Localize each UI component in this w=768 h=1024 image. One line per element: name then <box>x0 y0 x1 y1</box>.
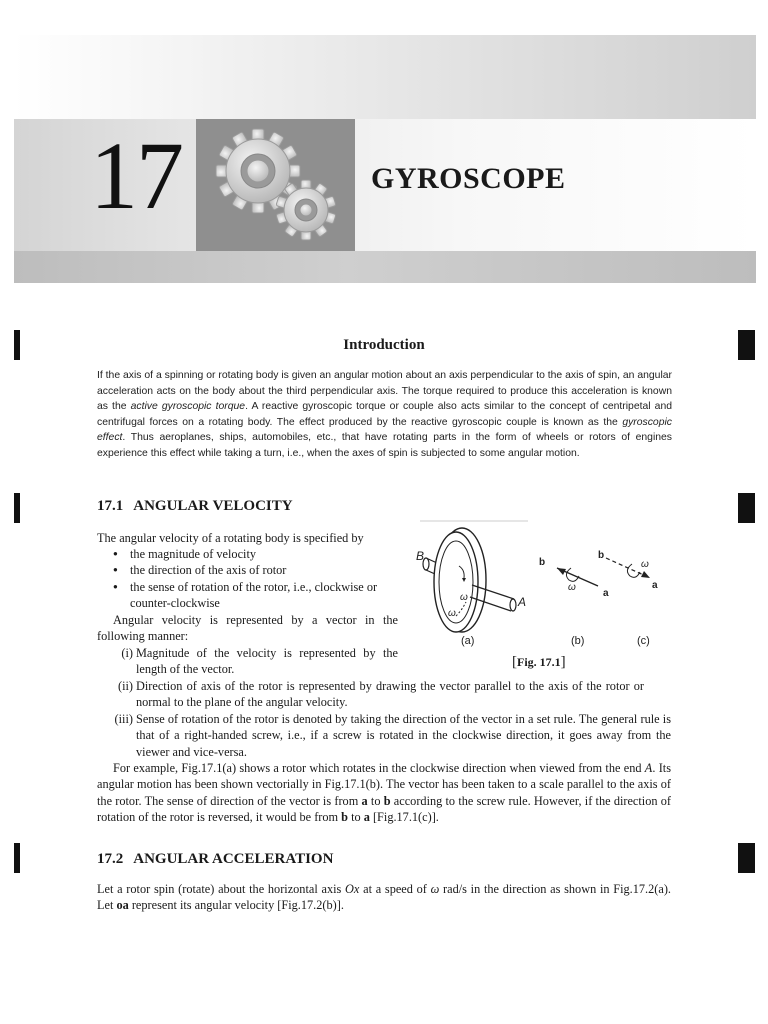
list-item: ● the direction of the axis of rotor <box>113 562 403 578</box>
margin-mark-left-2 <box>14 493 20 523</box>
rotor-drawing <box>423 528 516 632</box>
label-b-panel-c: b <box>598 550 605 561</box>
example-paragraph: For example, Fig.17.1(a) shows a rotor which rotates in the clockwise direction when viewed from the end A. Its angular motion has been shown vectorially in Fig.17.1(b). The vector has been taken to a scale parallel to the axis of the rotor. The sense of direction of the vector is from a to b according to the screw rule. However, if the direction of rotation of the rotor is reversed, it would be from b to a [Fig.17.1(c)]. <box>97 761 672 824</box>
margin-mark-right-2 <box>738 493 755 523</box>
section-heading-angular-velocity <box>97 498 293 515</box>
omega-label-a1: ω <box>460 592 468 603</box>
omega-label-a2: ω <box>448 608 456 619</box>
label-A: A <box>518 595 527 609</box>
chapter-number: 17 <box>90 122 182 229</box>
panel-label-a: (a) <box>461 635 475 647</box>
chapter-title: GYROSCOPE <box>371 162 566 195</box>
panel-label-c: (c) <box>637 635 650 647</box>
angular-velocity-vector-intro: Angular velocity is represented by a vector in the following manner: <box>97 613 398 644</box>
figure-caption: [Fig. 17.1] <box>512 654 566 670</box>
label-a-panel-b: a <box>603 588 609 599</box>
label-a-panel-c: a <box>652 580 658 591</box>
rule-item-2: (ii) Direction of axis of the rotor is represented by drawing the vector parallel to the axis of the rotor or normal to the plane of the angular velocity. <box>136 678 644 711</box>
section-number: 17.2 <box>97 851 124 867</box>
panel-label-b: (b) <box>571 635 585 647</box>
section-title: ANGULAR VELOCITY <box>133 498 293 514</box>
section-title: ANGULAR ACCELERATION <box>133 851 334 867</box>
section-heading-angular-acceleration <box>97 851 333 868</box>
label-b-panel-b: b <box>539 557 546 568</box>
rule-number: (iii) <box>114 712 133 726</box>
list-item: ● the magnitude of velocity <box>113 546 403 562</box>
introduction-heading: Introduction <box>343 337 425 353</box>
list-item: ● the sense of rotation of the rotor, i.e., clockwise or counter-clockwise <box>113 579 403 612</box>
header-band-bottom <box>14 251 756 283</box>
omega-label-c: ω <box>641 559 649 570</box>
angular-velocity-lead: The angular velocity of a rotating body is specified by <box>97 531 364 545</box>
section-number: 17.1 <box>97 498 124 514</box>
rule-number: (ii) <box>117 679 133 693</box>
rule-item-1: (i) Magnitude of the velocity is represented by the length of the vector. <box>136 645 398 678</box>
rule-number: (i) <box>121 646 133 660</box>
omega-label-b: ω <box>568 582 576 593</box>
introduction-paragraph: If the axis of a spinning or rotating body is given an angular motion about an axis perpendicular to the axis of spin, an angular acceleration acts on the body about the third perpendicular axis. The torque required to produce this acceleration is known as the active gyroscopic torque. A reactive gyroscopic torque or couple also acts similar to the concept of centripetal and centrifugal forces on a rotating body. The effect produced by the reactive gyroscopic couple is known as the gyroscopic effect. Thus aeroplanes, ships, automobiles, etc., that have rotating parts in the form of wheels or rotors of engines experience this effect while taking a turn, i.e., when the axes of spin is subjected to some angular motion. <box>97 370 673 459</box>
label-B: B <box>416 549 425 563</box>
margin-mark-right-3 <box>738 843 755 873</box>
rule-item-3: (iii) Sense of rotation of the rotor is denoted by taking the direction of the vector in a set rule. The general rule is that of a right-handed screw, i.e., if a screw is rotated in the clockwise direction, it goes away from the viewer and vice-versa. <box>136 711 671 760</box>
gears-icon <box>196 119 355 251</box>
header-band-top <box>14 35 756 119</box>
angular-velocity-list <box>113 546 403 611</box>
angular-acceleration-paragraph: Let a rotor spin (rotate) about the horizontal axis Ox at a speed of ω rad/s in the direction as shown in Fig.17.2(a). Let oa represent its angular velocity [Fig.17.2(b)]. <box>97 882 671 913</box>
margin-mark-left-3 <box>14 843 20 873</box>
